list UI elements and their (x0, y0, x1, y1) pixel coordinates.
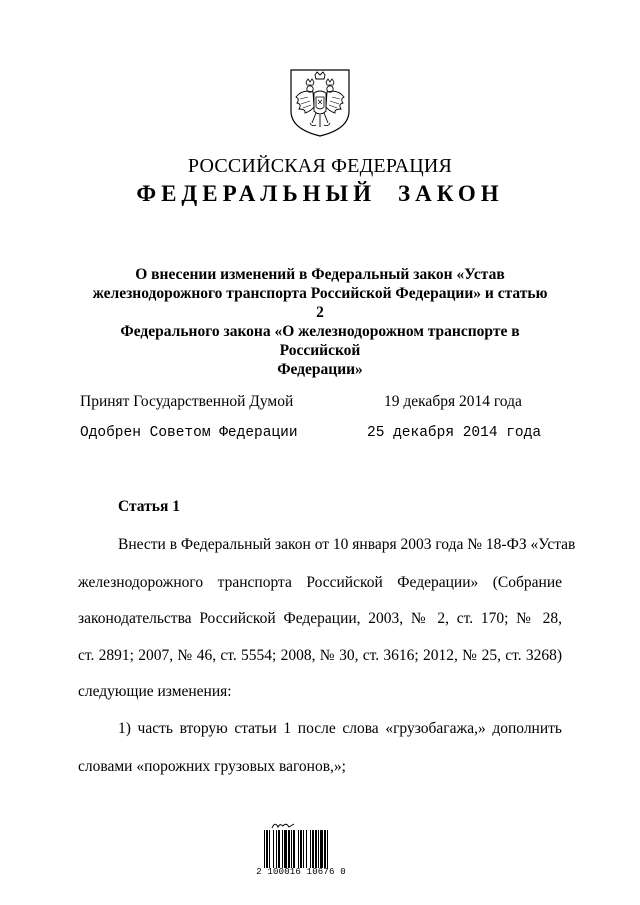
barcode-number: 2 100016 10676 0 (256, 867, 346, 877)
barcode-icon (264, 830, 340, 868)
article-line: следующие изменения: (78, 683, 232, 700)
handwritten-mark-icon (270, 818, 296, 830)
coat-of-arms-icon (288, 67, 352, 139)
document-type (0, 181, 640, 207)
law-title (90, 265, 550, 379)
article-line: 1) часть вторую статьи 1 после слова «грузобагажа,» дополнить (118, 720, 562, 737)
approved-date: 25 декабря 2014 года (367, 425, 542, 441)
document-type-word-2: ЗАКОН (398, 181, 504, 206)
article-line: железнодорожного транспорта Российской Федерации» (Собрание (78, 574, 562, 591)
article-line: законодательства Российской Федерации, 2003, № 2, ст. 170; № 28, (78, 610, 562, 627)
law-title-line: Федерации» (277, 361, 363, 378)
approved-label: Одобрен Советом Федерации (80, 425, 298, 441)
adopted-label: Принят Государственной Думой (80, 393, 294, 410)
document-type-word-1: ФЕДЕРАЛЬНЫЙ (136, 181, 377, 206)
law-title-line: О внесении изменений в Федеральный закон «Устав (135, 266, 505, 283)
article-line: Внести в Федеральный закон от 10 января 2003 года № 18-ФЗ «Устав (118, 536, 576, 553)
law-title-line: железнодорожного транспорта Российской Федерации» и статью 2 (92, 285, 548, 321)
country-name: РОССИЙСКАЯ ФЕДЕРАЦИЯ (187, 155, 453, 177)
article-heading: Статья 1 (118, 498, 180, 515)
barcode (256, 818, 346, 878)
adopted-date: 19 декабря 2014 года (384, 393, 522, 410)
article-line: словами «порожних грузовых вагонов,»; (78, 758, 346, 775)
article-line: ст. 2891; 2007, № 46, ст. 5554; 2008, № 30, ст. 3616; 2012, № 25, ст. 3268) (78, 647, 562, 664)
law-title-line: Федерального закона «О железнодорожном транспорте в Российской (120, 323, 520, 359)
